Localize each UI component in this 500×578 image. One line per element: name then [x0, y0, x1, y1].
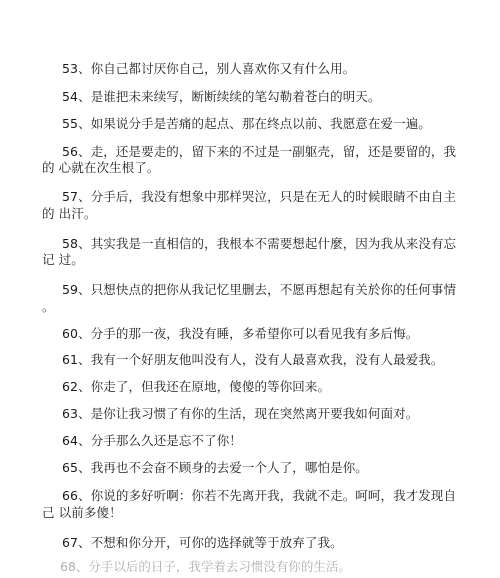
item-text: 54、是谁把未来续写，断断续续的笔勾勒着苍白的明天。 — [62, 89, 381, 104]
item-text: 62、你走了，但我还在原地，傻傻的等你回来。 — [62, 379, 331, 394]
list-item — [42, 532, 460, 554]
item-text: 。 — [42, 299, 55, 314]
item-text: 67、不想和你分开，可你的选择就等于放弃了我。 — [62, 535, 343, 550]
list-item — [42, 457, 460, 479]
list-item — [42, 113, 460, 135]
item-text: 56、走，还是要走的，留下来的不过是一副躯壳，留，还是要留的，我 — [62, 144, 457, 159]
item-text: 57、分手后，我没有想象中那样哭泣，只是在无人的时候眼睛不由自主 — [62, 189, 457, 204]
list-item — [42, 58, 460, 80]
partial-list-item — [60, 556, 360, 574]
item-text: 61、我有一个好朋友他叫没有人，没有人最喜欢我，没有人最爱我。 — [62, 352, 444, 367]
item-text: 己 以前多傻！ — [42, 505, 122, 520]
item-text: 68、分手以后的日子，我学着去习惯没有你的生活。 — [60, 559, 351, 574]
item-text: 53、你自己都讨厌你自己，别人喜欢你又有什么用。 — [62, 61, 356, 76]
list-item — [42, 323, 460, 345]
item-text: 的 出汗。 — [42, 206, 97, 221]
list-item-continuation — [42, 502, 460, 524]
list-item-continuation — [42, 249, 460, 271]
list-item — [42, 376, 460, 398]
item-text: 65、我再也不会奋不顾身的去爱一个人了，哪怕是你。 — [62, 460, 368, 475]
item-text: 记 过。 — [42, 252, 84, 267]
list-item — [42, 430, 460, 452]
item-text: 60、分手的那一夜，我没有睡，多希望你可以看见我有多后悔。 — [62, 326, 419, 341]
list-item — [42, 86, 460, 108]
list-item-continuation — [42, 157, 460, 179]
item-text: 66、你说的多好听啊：你若不先离开我，我就不走。呵呵，我才发现自 — [62, 488, 457, 503]
item-text: 59、只想快点的把你从我记忆里删去，不愿再想起有关於你的任何事情 — [62, 282, 457, 297]
list-item-continuation — [42, 296, 460, 318]
item-text: 64、分手那么久还是忘不了你！ — [62, 433, 242, 448]
list-item — [42, 403, 460, 425]
item-text: 63、是你让我习惯了有你的生活，现在突然离开要我如何面对。 — [62, 406, 419, 421]
item-text: 55、如果说分手是苦痛的起点、那在终点以前、我愿意在爱一遍。 — [62, 116, 431, 131]
item-text: 的 心就在次生根了。 — [42, 160, 160, 175]
list-item — [42, 349, 460, 371]
item-text: 58、其实我是一直相信的，我根本不需要想起什麼，因为我从来没有忘 — [62, 236, 457, 251]
list-item-continuation — [42, 203, 460, 225]
